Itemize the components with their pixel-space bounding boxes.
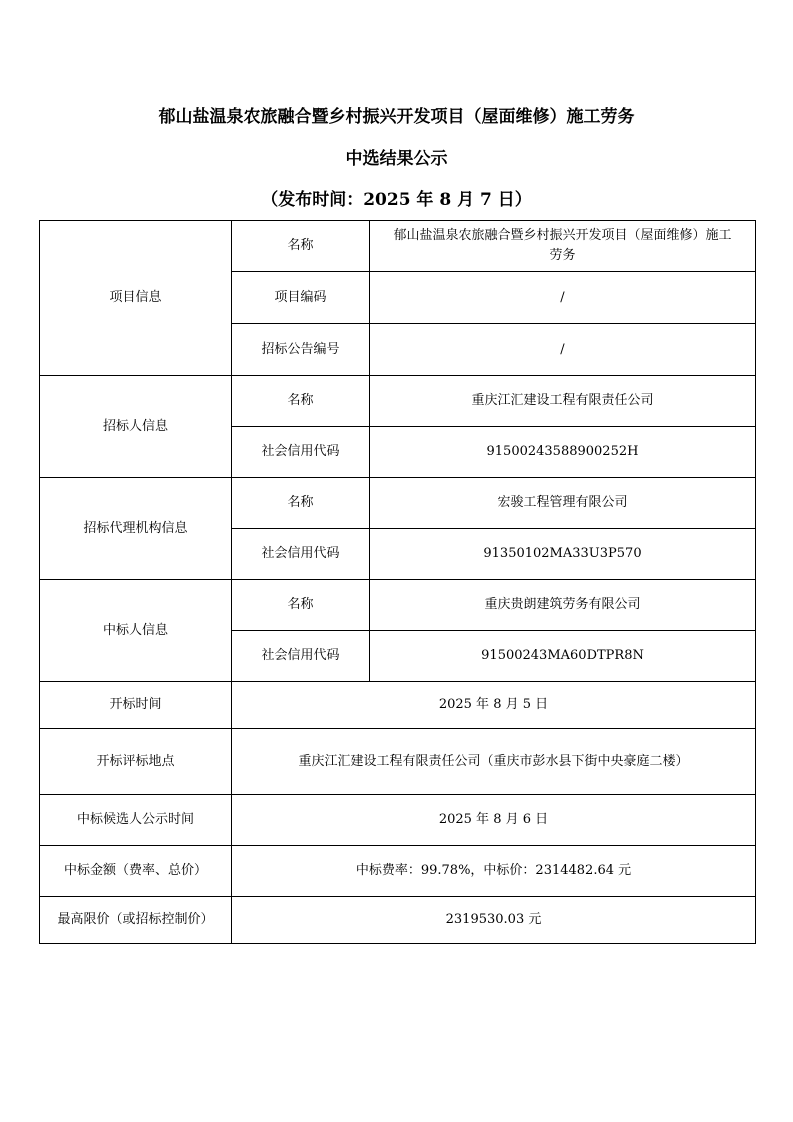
winner-credit-label: 社会信用代码 bbox=[232, 631, 370, 682]
location-label: 开标评标地点 bbox=[40, 729, 232, 795]
project-name-label: 名称 bbox=[232, 221, 370, 272]
table-row bbox=[40, 580, 756, 631]
amount-value: 中标费率：99.78%，中标价：2314482.64 元 bbox=[232, 846, 756, 897]
winner-name-label: 名称 bbox=[232, 580, 370, 631]
table-row bbox=[40, 729, 756, 795]
agency-credit-label: 社会信用代码 bbox=[232, 529, 370, 580]
project-name-value: 郁山盐温泉农旅融合暨乡村振兴开发项目（屋面维修）施工 劳务 bbox=[370, 221, 756, 272]
table-row bbox=[40, 897, 756, 944]
notice-number-value: / bbox=[370, 324, 756, 376]
project-code-label: 项目编码 bbox=[232, 272, 370, 324]
tenderer-name-label: 名称 bbox=[232, 376, 370, 427]
document-subtitle: 中选结果公示 bbox=[345, 149, 448, 169]
tenderer-info-group: 招标人信息 bbox=[40, 376, 232, 478]
ceiling-price-value: 2319530.03 元 bbox=[232, 897, 756, 944]
open-time-value: 2025 年 8 月 5 日 bbox=[232, 682, 756, 729]
agency-name-label: 名称 bbox=[232, 478, 370, 529]
table-row bbox=[40, 478, 756, 529]
project-code-value: / bbox=[370, 272, 756, 324]
document-title: 郁山盐温泉农旅融合暨乡村振兴开发项目（屋面维修）施工劳务 bbox=[158, 107, 635, 127]
table-row bbox=[40, 846, 756, 897]
amount-label: 中标金额（费率、总价） bbox=[40, 846, 232, 897]
table-row bbox=[40, 682, 756, 729]
open-time-label: 开标时间 bbox=[40, 682, 232, 729]
project-info-group: 项目信息 bbox=[40, 221, 232, 376]
winner-credit-value: 91500243MA60DTPR8N bbox=[370, 631, 756, 682]
agency-info-group: 招标代理机构信息 bbox=[40, 478, 232, 580]
notice-number-label: 招标公告编号 bbox=[232, 324, 370, 376]
location-value: 重庆江汇建设工程有限责任公司（重庆市彭水县下街中央豪庭二楼） bbox=[232, 729, 756, 795]
tenderer-credit-label: 社会信用代码 bbox=[232, 427, 370, 478]
table-row bbox=[40, 795, 756, 846]
publish-date: （发布时间：2025 年 8 月 7 日） bbox=[261, 190, 532, 210]
publicity-time-value: 2025 年 8 月 6 日 bbox=[232, 795, 756, 846]
agency-credit-value: 91350102MA33U3P570 bbox=[370, 529, 756, 580]
ceiling-price-label: 最高限价（或招标控制价） bbox=[40, 897, 232, 944]
table-row bbox=[40, 376, 756, 427]
table-row bbox=[40, 221, 756, 272]
tenderer-credit-value: 91500243588900252H bbox=[370, 427, 756, 478]
result-table bbox=[39, 220, 756, 944]
winner-name-value: 重庆贵朗建筑劳务有限公司 bbox=[370, 580, 756, 631]
publicity-time-label: 中标候选人公示时间 bbox=[40, 795, 232, 846]
agency-name-value: 宏骏工程管理有限公司 bbox=[370, 478, 756, 529]
winner-info-group: 中标人信息 bbox=[40, 580, 232, 682]
tenderer-name-value: 重庆江汇建设工程有限责任公司 bbox=[370, 376, 756, 427]
